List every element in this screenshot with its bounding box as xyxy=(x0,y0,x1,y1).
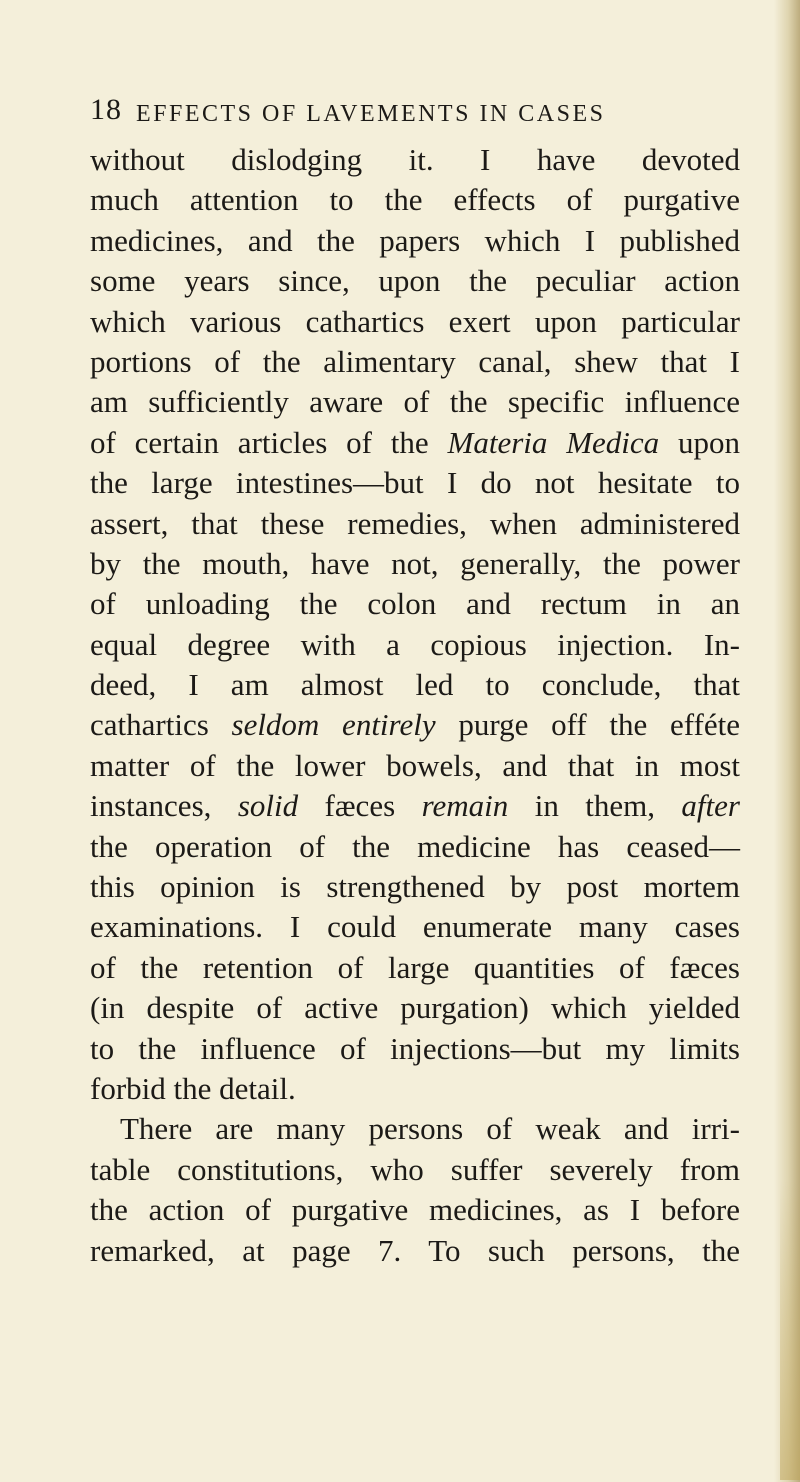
italic-phrase: Materia Medica xyxy=(447,424,660,460)
running-head: EFFECTS OF LAVEMENTS IN CASES xyxy=(136,101,606,127)
text-line: the action of purgative medicines, as I before xyxy=(90,1192,740,1228)
text-line: which various cathartics exert upon particular xyxy=(90,303,740,339)
italic-phrase: seldom entirely xyxy=(231,707,436,743)
text-run: of certain articles of the xyxy=(90,424,448,460)
text-line: forbid the detail. xyxy=(90,1070,296,1106)
text-line: medicines, and the papers which I published xyxy=(90,222,740,258)
italic-phrase: solid xyxy=(237,788,299,824)
text-line: assert, that these remedies, when administered xyxy=(90,505,740,541)
text-line: of the retention of large quantities of fæces xyxy=(90,949,740,985)
text-line xyxy=(90,786,740,826)
page-edge-stain xyxy=(780,1180,800,1480)
text-line: There are many persons of weak and irri- xyxy=(120,1111,740,1147)
text-run: cathartics xyxy=(90,707,232,743)
text-run: in them, xyxy=(508,788,682,824)
italic-phrase: remain xyxy=(421,788,509,824)
text-line: am sufficiently aware of the specific influence xyxy=(90,384,740,420)
page-number: 18 xyxy=(90,93,122,126)
text-run: purge off the efféte xyxy=(435,707,740,743)
text-line: portions of the alimentary canal, shew that I xyxy=(90,343,740,379)
text-line xyxy=(90,423,740,463)
page-header xyxy=(90,90,730,134)
text-line: of unloading the colon and rectum in an xyxy=(90,586,740,622)
text-line: matter of the lower bowels, and that in most xyxy=(90,747,740,783)
text-line: deed, I am almost led to conclude, that xyxy=(90,667,740,703)
text-line: much attention to the effects of purgative xyxy=(90,182,740,218)
text-run: upon xyxy=(659,424,741,460)
italic-phrase: after xyxy=(681,788,740,824)
text-run: fæces xyxy=(298,788,422,824)
body-text xyxy=(90,140,740,1271)
text-line: (in despite of active purgation) which yielded xyxy=(90,990,740,1026)
text-line: without dislodging it. I have devoted xyxy=(90,142,740,177)
text-line: examinations. I could enumerate many cases xyxy=(90,909,740,945)
text-line: equal degree with a copious injection. In- xyxy=(90,626,740,662)
text-line: this opinion is strengthened by post mortem xyxy=(90,869,740,905)
text-line: table constitutions, who suffer severely from xyxy=(90,1151,740,1187)
text-line: by the mouth, have not, generally, the power xyxy=(90,545,740,581)
text-line: the operation of the medicine has ceased— xyxy=(90,828,740,864)
text-line: to the influence of injections—but my limits xyxy=(90,1030,740,1066)
text-line: remarked, at page 7. To such persons, the xyxy=(90,1232,740,1268)
text-run: instances, xyxy=(90,788,238,824)
text-line: the large intestines—but I do not hesitate to xyxy=(90,465,740,501)
text-line: some years since, upon the peculiar action xyxy=(90,263,740,299)
text-line xyxy=(90,705,740,745)
